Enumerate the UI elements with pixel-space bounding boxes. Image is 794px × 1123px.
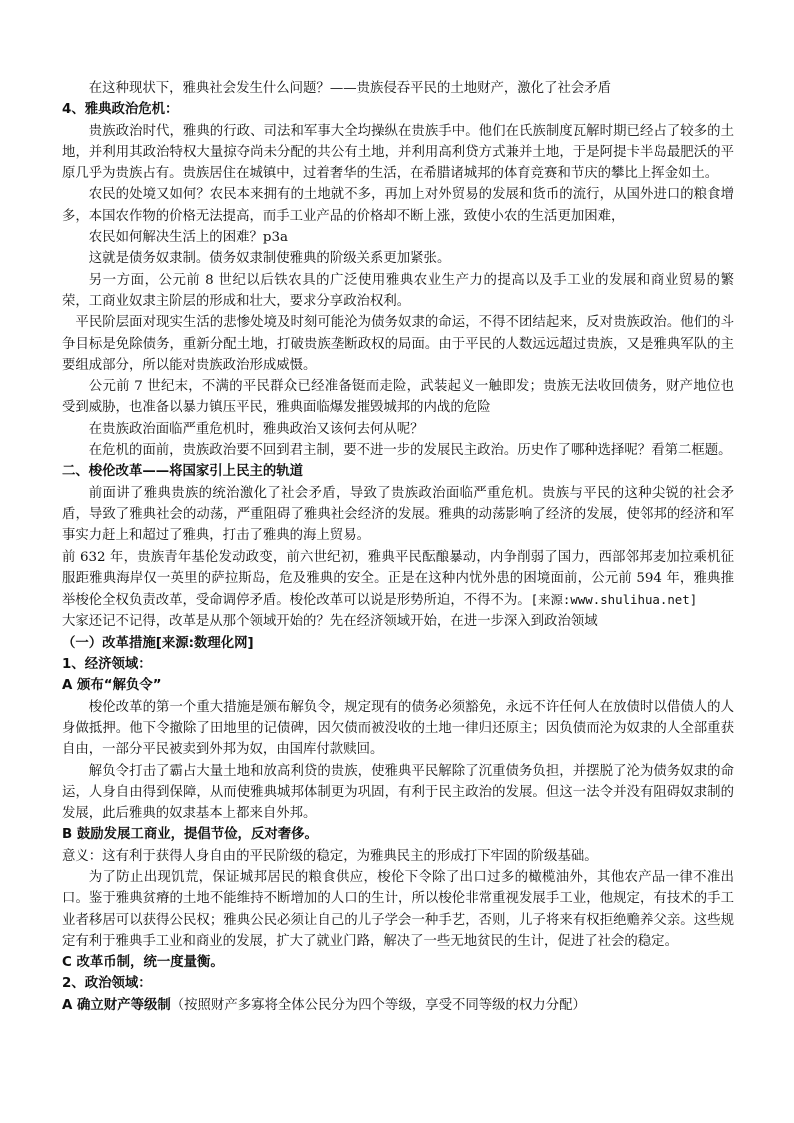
paragraph: 在贵族政治面临严重危机时，雅典政治又该何去何从呢？ — [88, 421, 424, 437]
paragraph-text: （按照财产多寡将全体公民分为四个等级，享受不同等级的权力分配） — [170, 997, 586, 1013]
subsection-heading: 2、政治领域： — [62, 976, 152, 992]
item-heading: A 确立财产等级制 — [62, 997, 171, 1013]
paragraph: 另一方面，公元前 8 世纪以后铁农具的广泛使用雅典农业生产力的提高以及手工业的发展和商业贸易的繁荣，工商业奴隶主阶层的形成和壮大，要求分享政治权利。 — [62, 272, 734, 309]
paragraph — [62, 995, 734, 1016]
subsection-heading: （一）改革措施[来源:数理化网] — [62, 635, 254, 651]
paragraph: 农民如何解决生活上的困难？p3a — [88, 230, 288, 246]
item-heading: A 颁布“解负令” — [62, 678, 162, 694]
paragraph: 在危机的面前，贵族政治要不回到君主制，要不进一步的发展民主政治。历史作了哪种选择呢？看第二框题。 — [88, 443, 732, 459]
paragraph: 平民阶层面对现实生活的悲惨处境及时刻可能沦为债务奴隶的命运，不得不团结起来，反对贵族政治。他们的斗争目标是免除债务，重新分配土地，打破贵族垄断政权的局面。由于平民的人数远远超过贵族，又是雅典军队的主要组成部分，所以能对贵族政治形成威慑。 — [62, 315, 734, 373]
section-heading: 二、梭伦改革——将国家引上民主的轨道 — [62, 464, 304, 480]
item-heading: C 改革币制，统一度量衡。 — [62, 955, 224, 971]
subsection-heading: 1、经济领域： — [62, 657, 152, 673]
paragraph: 这就是债务奴隶制。债务奴隶制使雅典的阶级关系更加紧张。 — [88, 251, 451, 267]
document-page — [62, 78, 734, 1016]
paragraph: 为了防止出现饥荒，保证城邦居民的粮食供应，梭伦下令除了出口过多的橄榄油外，其他农产品一律不准出口。鉴于雅典贫瘠的土地不能维持不断增加的人口的生计，所以梭伦非常重视发展手工业，他规定，有技术的手工业者移居可以获得公民权；雅典公民必须让自己的儿子学会一种手艺，否则，儿子将来有权拒绝赡养父亲。这些规定有利于雅典手工业和商业的发展，扩大了就业门路，解决了一些无地贫民的生计，促进了社会的稳定。 — [62, 869, 734, 949]
paragraph: 梭伦改革的第一个重大措施是颁布解负令，规定现有的债务必须豁免，永远不许任何人在放债时以借债人的人身做抵押。他下令撤除了田地里的记债碑，因欠债而被没收的土地一律归还原主；因负债而沦为奴隶的人全部重获自由，一部分平民被卖到外邦为奴，由国库付款赎回。 — [62, 699, 734, 758]
paragraph-text: 前 632 年，贵族青年基伦发动政变，前六世纪初，雅典平民酝酿暴动，内争削弱了国力，西部邻邦麦加拉乘机征服距雅典海岸仅一英里的萨拉斯岛，危及雅典的安全。正是在这种内忧外患的困境面前，公元前 594 年，雅典推举梭伦全权负责改革，受命调停矛盾。梭伦改革可以说是形势所迫，不得不为。 — [62, 549, 734, 609]
paragraph — [62, 547, 734, 612]
paragraph: 在这种现状下，雅典社会发生什么问题？——贵族侵吞平民的土地财产，激化了社会矛盾 — [88, 81, 612, 96]
paragraph: 大家还记不记得，改革是从那个领域开始的？先在经济领域开始，在进一步深入到政治领域 — [62, 614, 598, 630]
paragraph: 公元前 7 世纪末，不满的平民群众已经准备铤而走险，武装起义一触即发；贵族无法收回债务，财产地位也受到威胁，也准备以暴力镇压平民，雅典面临爆发摧毁城邦的内战的危险 — [62, 379, 734, 416]
paragraph: 贵族政治时代，雅典的行政、司法和军事大全均操纵在贵族手中。他们在氏族制度瓦解时期已经占了较多的土地，并利用其政治特权大量掠夺尚未分配的共公有土地，并利用高利贷方式兼并土地，于是阿提卡半岛最肥沃的平原几乎为贵族占有。贵族居住在城镇中，过着奢华的生活，在希腊诸城邦的体育竞赛和节庆的攀比上挥金如土。 — [62, 123, 734, 182]
source-note: [来源:www.shulihua.net] — [530, 592, 698, 608]
section-heading: 4、雅典政治危机： — [62, 102, 179, 118]
paragraph: 前面讲了雅典贵族的统治激化了社会矛盾，导致了贵族政治面临严重危机。贵族与平民的这种尖锐的社会矛盾，导致了雅典社会的动荡，严重阻碍了雅典社会经济的发展。雅典的动荡影响了经济的发展，使邻邦的经济和军事实力赶上和超过了雅典，打击了雅典的海上贸易。 — [62, 485, 734, 544]
paragraph: 解负令打击了霸占大量土地和放高利贷的贵族，使雅典平民解除了沉重债务负担，并摆脱了沦为债务奴隶的命运，人身自由得到保障，从而使雅典城邦体制更为巩固，有利于民主政治的发展。但这一法令并没有阻碍奴隶制的发展，此后雅典的奴隶基本上都来自外邦。 — [62, 763, 734, 822]
paragraph: 意义：这有利于获得人身自由的平民阶级的稳定，为雅典民主的形成打下牢固的阶级基础。 — [62, 848, 598, 864]
item-heading: B 鼓励发展工商业，提倡节俭，反对奢侈。 — [62, 827, 318, 843]
paragraph: 农民的处境又如何？农民本来拥有的土地就不多，再加上对外贸易的发展和货币的流行，从国外进口的粮食增多，本国农作物的价格无法提高，而手工业产品的价格却不断上涨，致使小农的生活更加困难， — [62, 187, 734, 224]
